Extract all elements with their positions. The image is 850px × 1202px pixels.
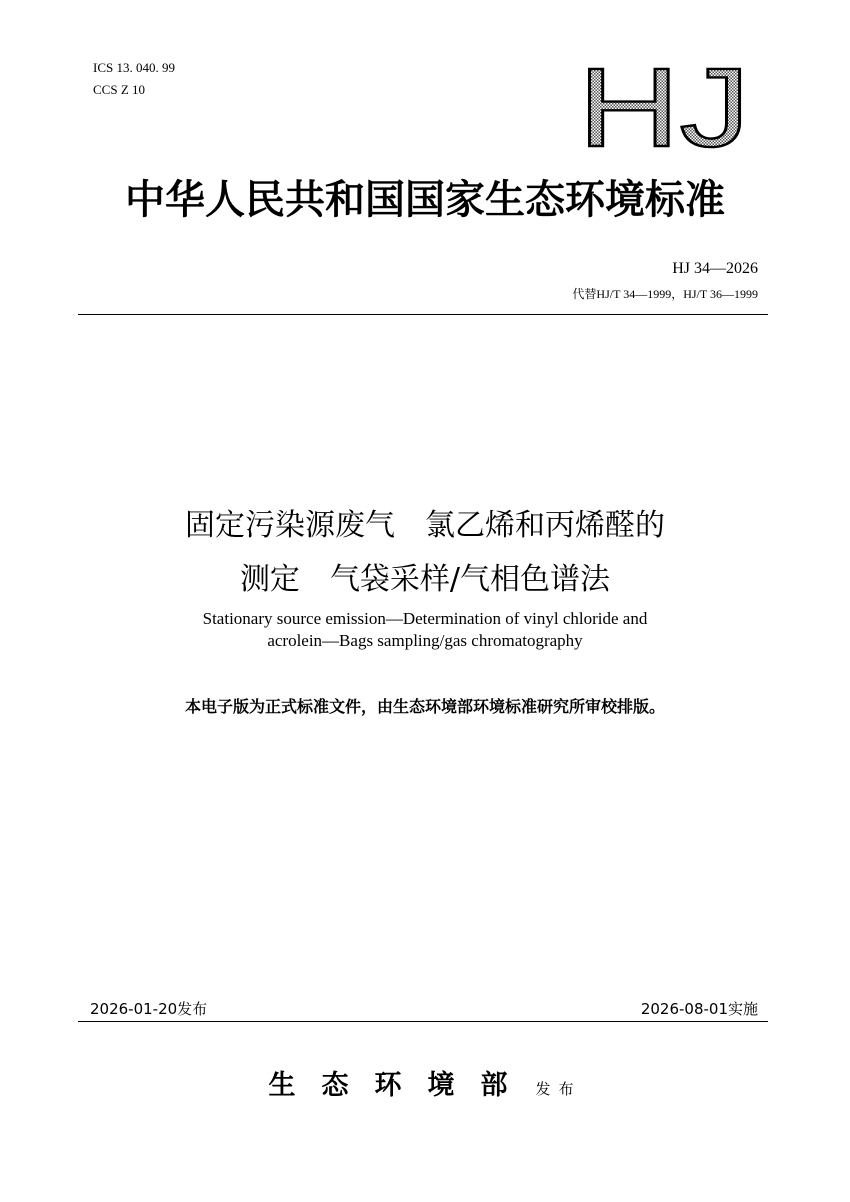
header-divider [78,314,768,315]
title-cn-line1 [0,500,850,544]
title-cn-line1-part2: 氯乙烯和丙烯醛的 [425,508,665,543]
standard-number: HJ 34—2026 [672,260,758,277]
title-cn-line1-part1: 固定污染源废气 [185,508,395,543]
title-en-line2: acrolein—Bags sampling/gas chromatography [267,631,583,650]
electronic-version-notice: 本电子版为正式标准文件，由生态环境部环境标准研究所审校排版。 [184,697,665,716]
ics-code: ICS 13. 040. 99 [93,60,175,75]
title-cn-line2-part1: 测定 [239,562,300,597]
title-cn-line2-part2: 气袋采样/气相色谱法 [329,562,611,597]
ccs-code: CCS Z 10 [93,82,146,97]
hj-logo [576,64,752,150]
title-en-line1: Stationary source emission—Determination of vinyl chloride and [202,609,648,628]
publisher-line [0,1063,850,1102]
classification-codes [93,57,175,101]
publisher-action: 发布 [535,1080,582,1098]
title-cn-line2 [0,554,850,598]
national-standard-title: 中华人民共和国国家生态环境标准 [125,176,725,223]
title-en [0,608,850,652]
hj-logo-text: HJ [578,64,750,150]
footer-divider [78,1021,768,1022]
replaces-standards: 代替HJ/T 34—1999，HJ/T 36—1999 [572,287,758,301]
effective-date: 2026-08-01实施 [640,1000,758,1018]
issue-date: 2026-01-20发布 [90,1000,208,1018]
publisher-ministry: 生态环境部 [268,1070,534,1101]
